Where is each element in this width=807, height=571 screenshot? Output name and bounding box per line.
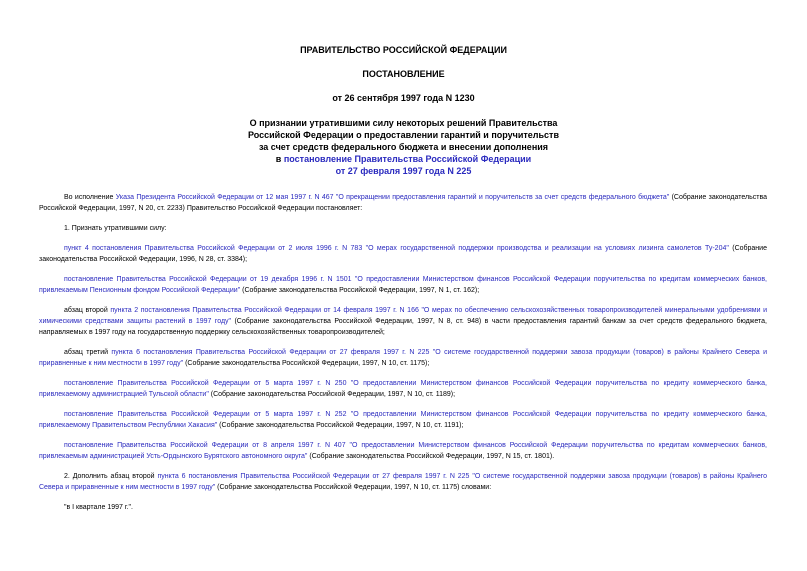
title-line-4 xyxy=(0,153,807,165)
link-resolution-225[interactable]: пункта 6 постановления Правительства Российской Федерации от 27 февраля 1997 г. N 225 "О системе государственной поддержки завоза продукции (товаров) в районы Крайнего Севера и приравненные к ним местности в 1997 году" xyxy=(39,349,767,367)
preamble-text-after: (Собрание законодательства Российской Федерации, 1997, N 20, ст. 2233) Правительство Российской Федерации постановляет: xyxy=(39,194,767,212)
citation-text: (Собрание законодательства Российской Федерации, 1996, N 28, ст. 3384); xyxy=(39,245,767,263)
repealed-item xyxy=(39,243,767,265)
document-body xyxy=(39,192,767,522)
citation-text: (Собрание законодательства Российской Федерации, 1997, N 15, ст. 1801). xyxy=(307,453,555,460)
item-prefix-text: абзац второй xyxy=(64,307,111,314)
title-line-4-prefix: в xyxy=(275,154,284,164)
item-2-text-after: (Собрание законодательства Российской Федерации, 1997, N 10, ст. 1175) словами: xyxy=(215,484,492,491)
repealed-item xyxy=(39,274,767,296)
citation-text: (Собрание законодательства Российской Федерации, 1997, N 10, ст. 1191); xyxy=(217,422,464,429)
citation-text: (Собрание законодательства Российской Федерации, 1997, N 8, ст. 948) в части предоставления гарантий банкам за счет средств федерального бюджета, направляемых в 1997 году на государственную поддержку сельскохозяйственных товаропроизводителей; xyxy=(39,318,767,336)
link-presidential-decree-467[interactable]: Указа Президента Российской Федерации от 12 мая 1997 г. N 467 "О прекращении предоставления гарантий и поручительств за счет средств федерального бюджета" xyxy=(115,194,670,201)
citation-text: (Собрание законодательства Российской Федерации, 1997, N 1, ст. 162); xyxy=(240,287,480,294)
title-line-3: за счет средств федерального бюджета и внесении дополнения xyxy=(258,142,549,152)
item-prefix-text: абзац третий xyxy=(64,349,112,356)
title-link-resolution-225[interactable]: постановление Правительства Российской Федерации xyxy=(283,154,532,164)
citation-text: (Собрание законодательства Российской Федерации, 1997, N 10, ст. 1189); xyxy=(208,391,456,398)
link-resolution-783[interactable]: пункт 4 постановления Правительства Российской Федерации от 2 июля 1996 г. N 783 "О мерах государственной поддержки производства и реализации на условиях лизинга самолетов Ту-204" xyxy=(64,245,729,252)
preamble-text-before: Во исполнение xyxy=(64,194,116,201)
authority-heading: ПРАВИТЕЛЬСТВО РОССИЙСКОЙ ФЕДЕРАЦИИ xyxy=(300,45,507,55)
item-2-quote: "в I квартале 1997 г.". xyxy=(64,504,133,511)
link-resolution-166[interactable]: пункта 2 постановления Правительства Российской Федерации от 14 февраля 1997 г. N 166 "О мерах по обеспечению сельскохозяйственных товаропроизводителей минеральными удобрениями и химическими средствами защиты растений в 1997 году" xyxy=(39,307,767,325)
repealed-item xyxy=(39,305,767,338)
item-2-paragraph xyxy=(39,471,767,493)
document-type-heading: ПОСТАНОВЛЕНИЕ xyxy=(362,69,445,79)
link-resolution-252[interactable]: постановление Правительства Российской Федерации от 5 марта 1997 г. N 252 "О предоставлении Министерством финансов Российской Федерации поручительства по кредиту коммерческого банка, привлекаемому Правительством Республики Хакасия" xyxy=(39,411,767,429)
item-1-heading: 1. Признать утратившими силу: xyxy=(64,225,167,232)
title-link-resolution-225-date[interactable]: от 27 февраля 1997 года N 225 xyxy=(335,166,472,176)
title-line-2: Российской Федерации о предоставлении гарантий и поручительств xyxy=(247,130,559,140)
link-resolution-250[interactable]: постановление Правительства Российской Федерации от 5 марта 1997 г. N 250 "О предоставлении Министерством финансов Российской Федерации поручительства по кредиту коммерческого банка, привлекаемому администрацией Тульской области" xyxy=(39,380,767,398)
citation-text: (Собрание законодательства Российской Федерации, 1997, N 10, ст. 1175); xyxy=(183,360,430,367)
repealed-item xyxy=(39,347,767,369)
link-resolution-407[interactable]: постановление Правительства Российской Федерации от 8 апреля 1997 г. N 407 "О предоставлении Министерством финансов Российской Федерации поручительства по кредитам коммерческих банков, привлекаемым администрацией Усть-Ордынского Бурятского автономного округа" xyxy=(39,442,767,460)
repealed-item xyxy=(39,440,767,462)
document-date-number: от 26 сентября 1997 года N 1230 xyxy=(332,93,475,103)
title-line-5 xyxy=(0,165,807,177)
title-line-1: О признании утратившими силу некоторых решений Правительства xyxy=(249,118,558,128)
preamble-paragraph xyxy=(39,192,767,214)
repealed-item xyxy=(39,378,767,400)
link-resolution-225-item-6[interactable]: пункта 6 постановления Правительства Российской Федерации от 27 февраля 1997 г. N 225 "О системе государственной поддержки завоза продукции (товаров) в районы Крайнего Севера и приравненные к ним местности в 1997 году" xyxy=(39,473,768,491)
document-title xyxy=(0,117,807,177)
link-resolution-1501[interactable]: постановление Правительства Российской Федерации от 19 декабря 1996 г. N 1501 "О предоставлении Министерством финансов Российской Федерации поручительства по кредитам коммерческих банков, привлекаемым Пенсионным фондом Российской Федерации" xyxy=(39,276,767,294)
repealed-item xyxy=(39,409,767,431)
item-2-text-before: 2. Дополнить абзац второй xyxy=(64,473,158,480)
